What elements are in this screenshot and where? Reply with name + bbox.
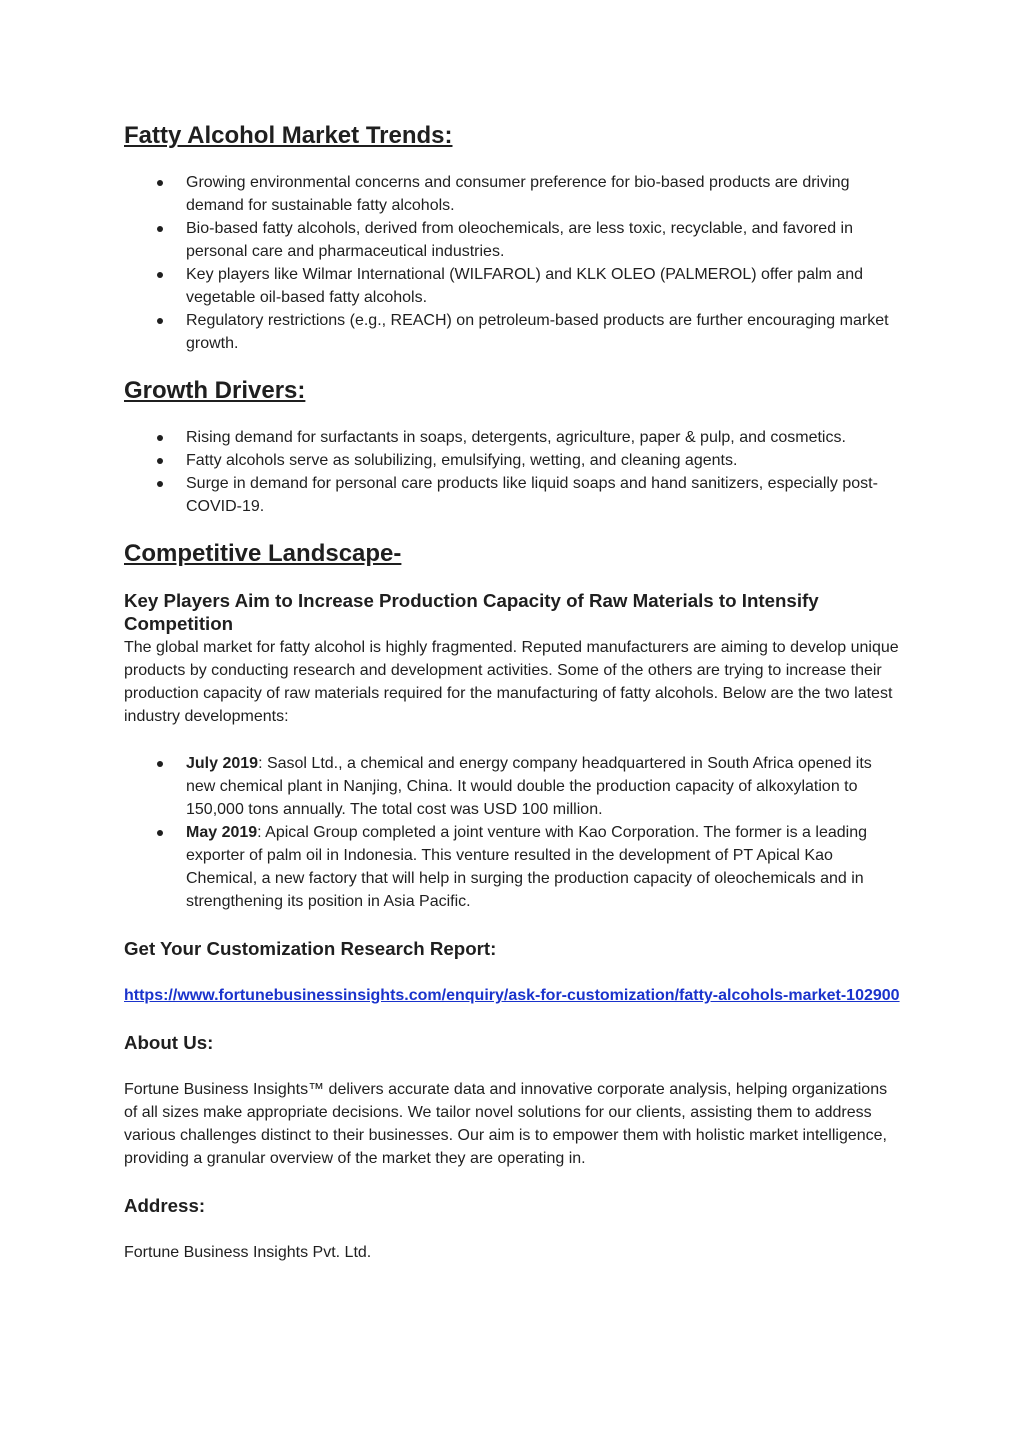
list-item [124, 309, 904, 355]
competitive-subheading: Key Players Aim to Increase Production Capacity of Raw Materials to Intensify Competition [124, 590, 819, 634]
list-item [124, 752, 904, 821]
document-content [124, 124, 904, 1264]
bullet-icon [157, 318, 163, 324]
bullet-icon [157, 830, 163, 836]
growth-drivers-list [124, 426, 904, 518]
list-item [124, 472, 904, 518]
bullet-icon [157, 226, 163, 232]
bullet-icon [157, 481, 163, 487]
list-item-text: Rising demand for surfactants in soaps, detergents, agriculture, paper & pulp, and cosmetics. [186, 429, 846, 446]
market-trends-heading: Fatty Alcohol Market Trends: [124, 122, 453, 149]
about-heading: About Us: [124, 1032, 214, 1053]
list-item-text: Key players like Wilmar International (WILFAROL) and KLK OLEO (PALMEROL) offer palm and vegetable oil-based fatty alcohols. [186, 266, 863, 306]
list-item-text: Growing environmental concerns and consumer preference for bio-based products are driving demand for sustainable fatty alcohols. [186, 174, 850, 214]
list-item [124, 263, 904, 309]
list-item [124, 426, 904, 449]
market-trends-list [124, 171, 904, 355]
bullet-icon [157, 272, 163, 278]
list-item [124, 821, 904, 913]
developments-list [124, 752, 904, 913]
about-paragraph: Fortune Business Insights™ delivers accurate data and innovative corporate analysis, helping organizations of all sizes make appropriate decisions. We tailor novel solutions for our clients, assisting them to address various challenges distinct to their businesses. Our aim is to empower them with holistic market intelligence, providing a granular overview of the market they are operating in. [124, 1081, 888, 1167]
list-item [124, 217, 904, 263]
customization-heading: Get Your Customization Research Report: [124, 938, 497, 959]
competitive-landscape-heading: Competitive Landscape- [124, 540, 402, 567]
list-item [124, 449, 904, 472]
list-item [124, 171, 904, 217]
development-text: : Sasol Ltd., a chemical and energy company headquartered in South Africa opened its new chemical plant in Nanjing, China. It would double the production capacity of alkoxylation to 150,000 tons annually. The total cost was USD 100 million. [186, 755, 872, 818]
address-company: Fortune Business Insights Pvt. Ltd. [124, 1244, 372, 1261]
competitive-paragraph: The global market for fatty alcohol is highly fragmented. Reputed manufacturers are aiming to develop unique products by conducting research and development activities. Some of the others are trying to increase their production capacity of raw materials required for the manufacturing of fatty alcohols. Below are the two latest industry developments: [124, 639, 899, 725]
development-date: May 2019 [186, 824, 258, 841]
development-date: July 2019 [186, 755, 259, 772]
list-item-text: Surge in demand for personal care products like liquid soaps and hand sanitizers, especially post-COVID-19. [186, 475, 878, 515]
development-text: : Apical Group completed a joint venture with Kao Corporation. The former is a leading exporter of palm oil in Indonesia. This venture resulted in the development of PT Apical Kao Chemical, a new factory that will help in surging the production capacity of oleochemicals and in strengthening its position in Asia Pacific. [186, 824, 867, 910]
bullet-icon [157, 180, 163, 186]
customization-link[interactable]: https://www.fortunebusinessinsights.com/enquiry/ask-for-customization/fatty-alcohols-market-102900 [124, 987, 900, 1004]
bullet-icon [157, 458, 163, 464]
growth-drivers-heading: Growth Drivers: [124, 377, 306, 404]
list-item-text: Bio-based fatty alcohols, derived from oleochemicals, are less toxic, recyclable, and favored in personal care and pharmaceutical industries. [186, 220, 853, 260]
bullet-icon [157, 761, 163, 767]
list-item-text: Fatty alcohols serve as solubilizing, emulsifying, wetting, and cleaning agents. [186, 452, 738, 469]
address-heading: Address: [124, 1195, 206, 1216]
bullet-icon [157, 435, 163, 441]
list-item-text: Regulatory restrictions (e.g., REACH) on petroleum-based products are further encouraging market growth. [186, 312, 889, 352]
